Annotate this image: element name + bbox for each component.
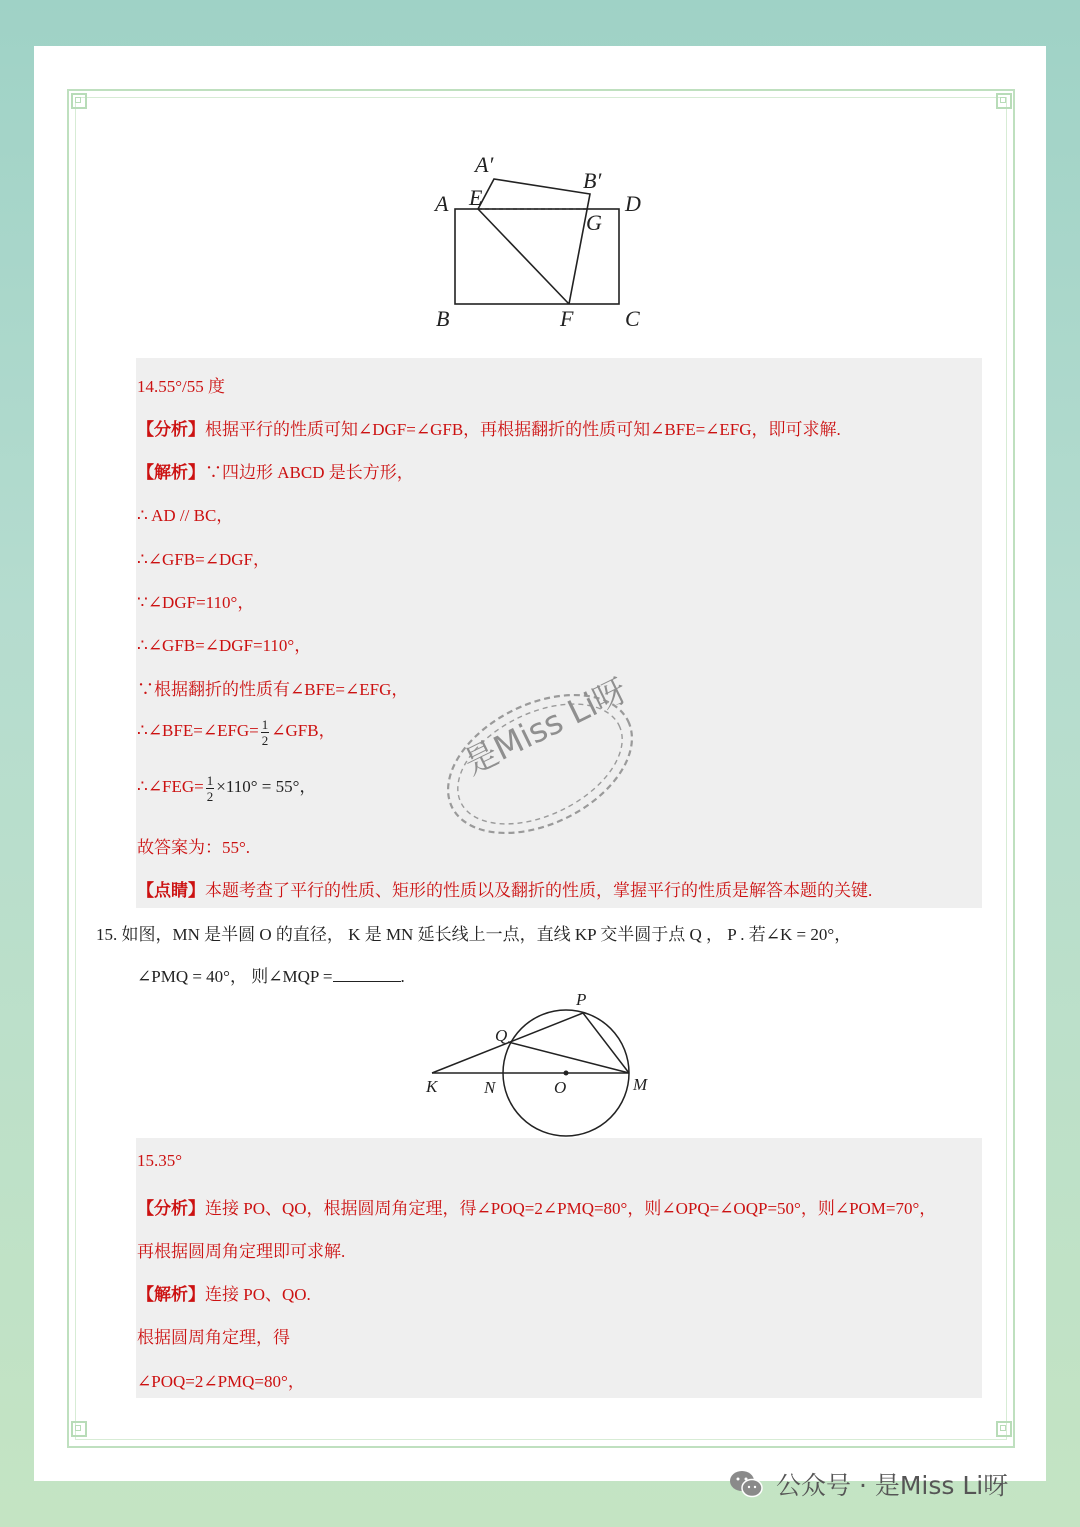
step-line: ∵根据翻折的性质有∠BFE=∠EFG， (137, 680, 409, 699)
figure-15-semicircle (420, 985, 660, 1145)
label-f: F (560, 306, 574, 331)
comment-text: 本题考查了平行的性质、矩形的性质以及翻折的性质，掌握平行的性质是解答本题的关键. (205, 881, 873, 900)
label-m: M (633, 1075, 648, 1094)
step-line: ∴∠GFB=∠DGF， (137, 550, 270, 569)
step-text: ×110° = 55°， (216, 777, 317, 796)
analysis-text: 连接 PO、QO，根据圆周角定理，得∠POQ=2∠PMQ=80°，则∠OPQ=∠OQP=50°，则∠POM=70°， (205, 1199, 937, 1218)
solution-text: ∵四边形 ABCD 是长方形， (205, 463, 414, 482)
label-c: C (625, 306, 640, 331)
comment-tag: 【点睛】 (137, 881, 205, 900)
label-b-prime: B′ (583, 168, 602, 193)
answer-15-step2: ∠POQ=2∠PMQ=80°， (137, 1372, 305, 1391)
question-text: . (400, 967, 405, 986)
label-d: D (625, 191, 641, 216)
fraction-denominator: 2 (206, 788, 214, 804)
label-k: K (426, 1077, 438, 1096)
step-half-angle (137, 716, 336, 748)
answer-14-solution (137, 458, 414, 483)
corner-ornament (68, 1418, 90, 1440)
solution-tag: 【解析】 (137, 463, 205, 482)
answer-15-analysis-cont: 再根据圆周角定理即可求解. (137, 1242, 346, 1261)
fraction (261, 717, 270, 748)
step-text: ∠GFB， (271, 721, 336, 740)
wechat-account-footer (728, 1464, 1008, 1504)
solution-text: 连接 PO、QO. (205, 1285, 311, 1304)
label-g: G (586, 210, 602, 235)
analysis-tag: 【分析】 (137, 420, 205, 439)
label-e: E (469, 185, 483, 210)
answer-15-title: 15.35° (137, 1151, 183, 1170)
answer-15-solution (137, 1280, 311, 1305)
step-line: ∴∠GFB=∠DGF=110°， (137, 636, 312, 655)
label-p: P (576, 990, 587, 1009)
fraction (206, 773, 215, 804)
answer-15-analysis (137, 1194, 936, 1219)
step-text: ∴∠FEG= (137, 777, 204, 796)
answer-14-comment (137, 876, 872, 901)
solution-tag: 【解析】 (137, 1285, 205, 1304)
step-feg (137, 772, 316, 804)
label-b: B (436, 306, 450, 331)
answer-15-step1: 根据圆周角定理，得 (137, 1328, 290, 1347)
stamp-text: 是Miss Li呀 (457, 670, 633, 783)
analysis-text: 根据平行的性质可知∠DGF=∠GFB，再根据翻折的性质可知∠BFE=∠EFG，即可求解. (205, 420, 841, 439)
step-line: ∴ AD // BC， (137, 506, 234, 525)
step-text: ∴∠BFE=∠EFG= (137, 721, 259, 740)
wechat-icon (728, 1469, 764, 1499)
footer-text: 公众号 · 是Miss Li呀 (776, 1471, 1009, 1500)
label-a-prime: A′ (475, 152, 494, 177)
question-15-line1: 15. 如图，MN 是半圆 O 的直径， K 是 MN 延长线上一点，直线 KP 交半圆于点 Q ， P . 若∠K = 20°， (96, 925, 852, 944)
figure-14-rectangle-fold (420, 140, 660, 340)
answer-14-title: 14.55°/55 度 (137, 377, 226, 396)
question-text: ∠PMQ = 40°， 则∠MQP = (137, 967, 333, 986)
corner-ornament (993, 90, 1015, 112)
answer-14-analysis (137, 415, 841, 440)
label-o: O (554, 1078, 567, 1097)
analysis-tag: 【分析】 (137, 1199, 205, 1218)
fraction-numerator: 1 (261, 716, 269, 732)
answer-blank (333, 967, 401, 982)
answer-14-conclusion: 故答案为：55°. (137, 838, 251, 857)
corner-ornament (993, 1418, 1015, 1440)
label-q: Q (495, 1026, 508, 1045)
fraction-numerator: 1 (206, 772, 214, 788)
question-15-line2 (137, 962, 405, 987)
answer-15-box (136, 1138, 982, 1398)
label-a: A (435, 191, 449, 216)
step-line: ∵∠DGF=110°， (137, 593, 255, 612)
corner-ornament (68, 90, 90, 112)
fraction-denominator: 2 (261, 732, 269, 748)
label-n: N (484, 1078, 496, 1097)
